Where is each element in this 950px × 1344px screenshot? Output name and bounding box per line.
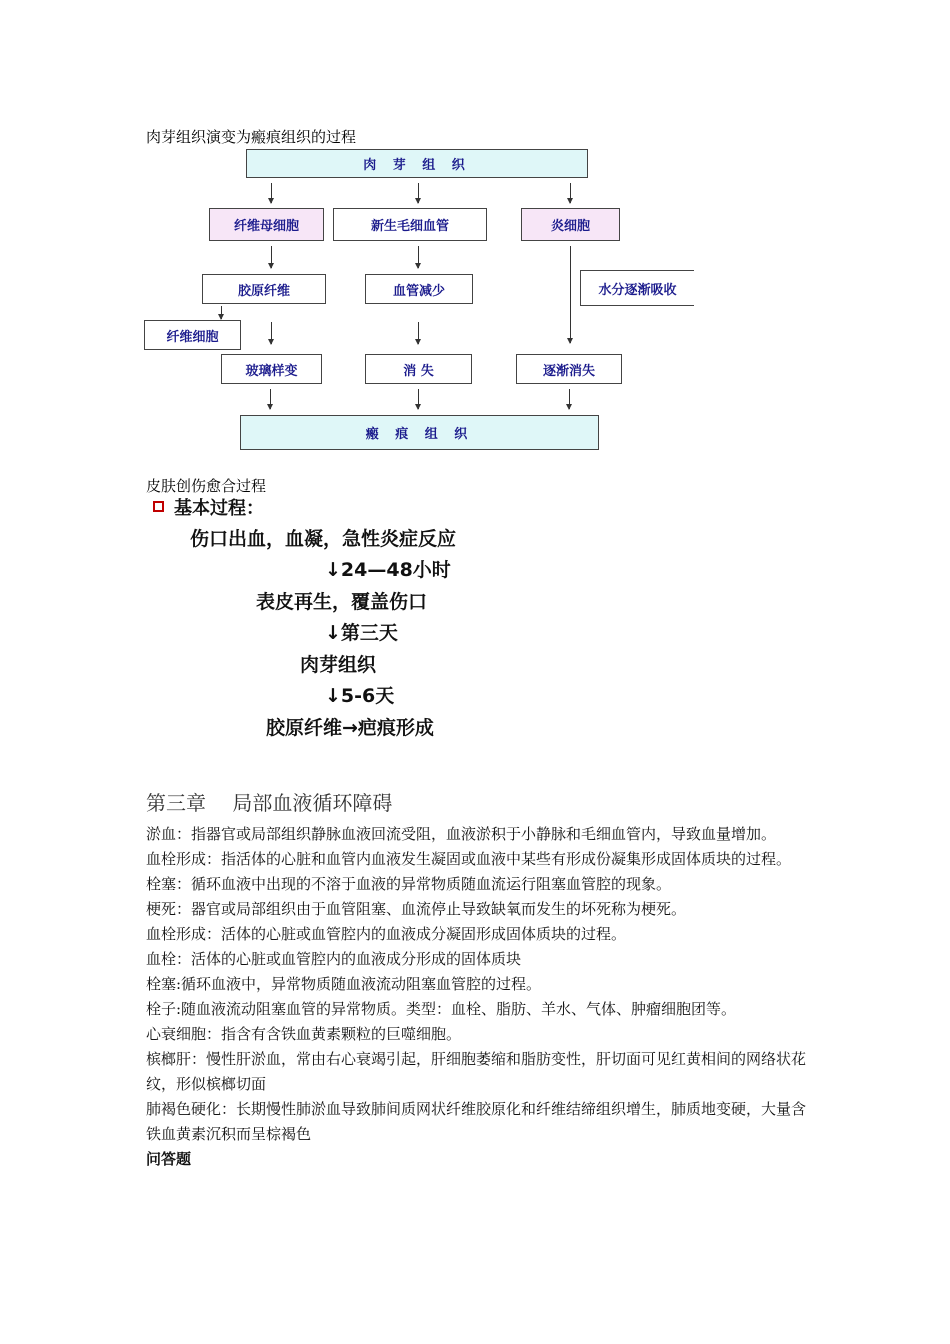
arrow-down xyxy=(569,389,570,409)
healing-interval-2: ↓第三天 xyxy=(325,622,398,644)
definition-nutmeg-liver: 槟榔肝：慢性肝淤血，常由右心衰竭引起，肝细胞萎缩和脂肪变性，肝切面可见红黄相间的网络状花纹，形似槟榔切面 xyxy=(146,1050,807,1093)
definition-thrombus: 血栓：活体的心脏或血管腔内的血液成分形成的固体质块 xyxy=(146,950,522,968)
definition-embolism: 栓塞：循环血液中出现的不溶于血液的异常物质随血流运行阻塞血管腔的现象。 xyxy=(146,875,672,893)
healing-step-scar: 胶原纤维→疤痕形成 xyxy=(266,717,434,739)
node-granulation-tissue: 肉 芽 组 织 xyxy=(246,149,588,178)
definition-embolus: 栓子:随血液流动阻塞血管的异常物质。类型：血栓、脂肪、羊水、气体、肿瘤细胞团等。 xyxy=(146,1000,737,1018)
arrow-down xyxy=(418,389,419,409)
definition-thrombosis-2: 血栓形成：活体的心脏或血管腔内的血液成分凝固形成固体质块的过程。 xyxy=(146,925,627,943)
node-scar-tissue: 瘢 痕 组 织 xyxy=(240,415,599,450)
definition-heart-failure-cell: 心衰细胞：指含有含铁血黄素颗粒的巨噬细胞。 xyxy=(146,1025,462,1043)
definition-infarction: 梗死：器官或局部组织由于血管阻塞、血流停止导致缺氧而发生的坏死称为梗死。 xyxy=(146,900,687,918)
arrow-down xyxy=(418,183,419,203)
healing-step-granulation: 肉芽组织 xyxy=(300,654,377,676)
arrow-down xyxy=(271,322,272,344)
healing-caption: 皮肤创伤愈合过程 xyxy=(146,477,267,495)
node-disappear: 消 失 xyxy=(365,354,472,384)
arrow-down xyxy=(570,183,571,203)
node-gradually-disappear: 逐渐消失 xyxy=(516,354,622,384)
node-hyaline-degeneration: 玻璃样变 xyxy=(221,354,322,384)
node-fibroblast: 纤维母细胞 xyxy=(209,208,324,241)
node-new-capillaries: 新生毛细血管 xyxy=(333,208,487,241)
node-water-absorbed: 水分逐渐吸收 xyxy=(580,270,694,306)
healing-step-epithelium: 表皮再生，覆盖伤口 xyxy=(256,591,428,613)
arrow-down xyxy=(270,389,271,409)
chapter-title: 第三章 局部血液循环障碍 xyxy=(146,791,393,815)
definition-congestion: 淤血：指器官或局部组织静脉血液回流受阻，血液淤积于小静脉和毛细血管内，导致血量增加。 xyxy=(146,825,777,843)
arrow-down-long xyxy=(570,246,571,343)
healing-heading: 基本过程： xyxy=(174,498,264,519)
arrow-down xyxy=(418,246,419,268)
arrow-down xyxy=(271,183,272,203)
node-inflammatory-cells: 炎细胞 xyxy=(521,208,620,241)
arrow-down xyxy=(418,322,419,344)
node-vessel-reduction: 血管减少 xyxy=(365,274,473,304)
healing-interval-3: ↓5-6天 xyxy=(325,685,395,707)
node-collagen-fiber: 胶原纤维 xyxy=(202,274,326,304)
qa-heading: 问答题 xyxy=(146,1150,192,1168)
arrow-down xyxy=(271,246,272,268)
healing-interval-1: ↓24—48小时 xyxy=(325,559,451,581)
definition-embolism-2: 栓塞:循环血液中，异常物质随血液流动阻塞血管腔的过程。 xyxy=(146,975,542,993)
arrow-down xyxy=(221,306,222,319)
flowchart-caption: 肉芽组织演变为瘢痕组织的过程 xyxy=(146,128,357,146)
healing-step-bleeding: 伤口出血，血凝，急性炎症反应 xyxy=(190,528,457,550)
definitions xyxy=(146,822,810,1172)
node-fibrocyte: 纤维细胞 xyxy=(144,320,241,350)
definition-brown-induration: 肺褐色硬化：长期慢性肺淤血导致肺间质网状纤维胶原化和纤维结缔组织增生，肺质地变硬，大量含铁血黄素沉积而呈棕褐色 xyxy=(146,1100,807,1143)
bullet-square-icon xyxy=(153,501,164,512)
definition-thrombosis: 血栓形成：指活体的心脏和血管内血液发生凝固或血液中某些有形成份凝集形成固体质块的过程。 xyxy=(146,850,792,868)
